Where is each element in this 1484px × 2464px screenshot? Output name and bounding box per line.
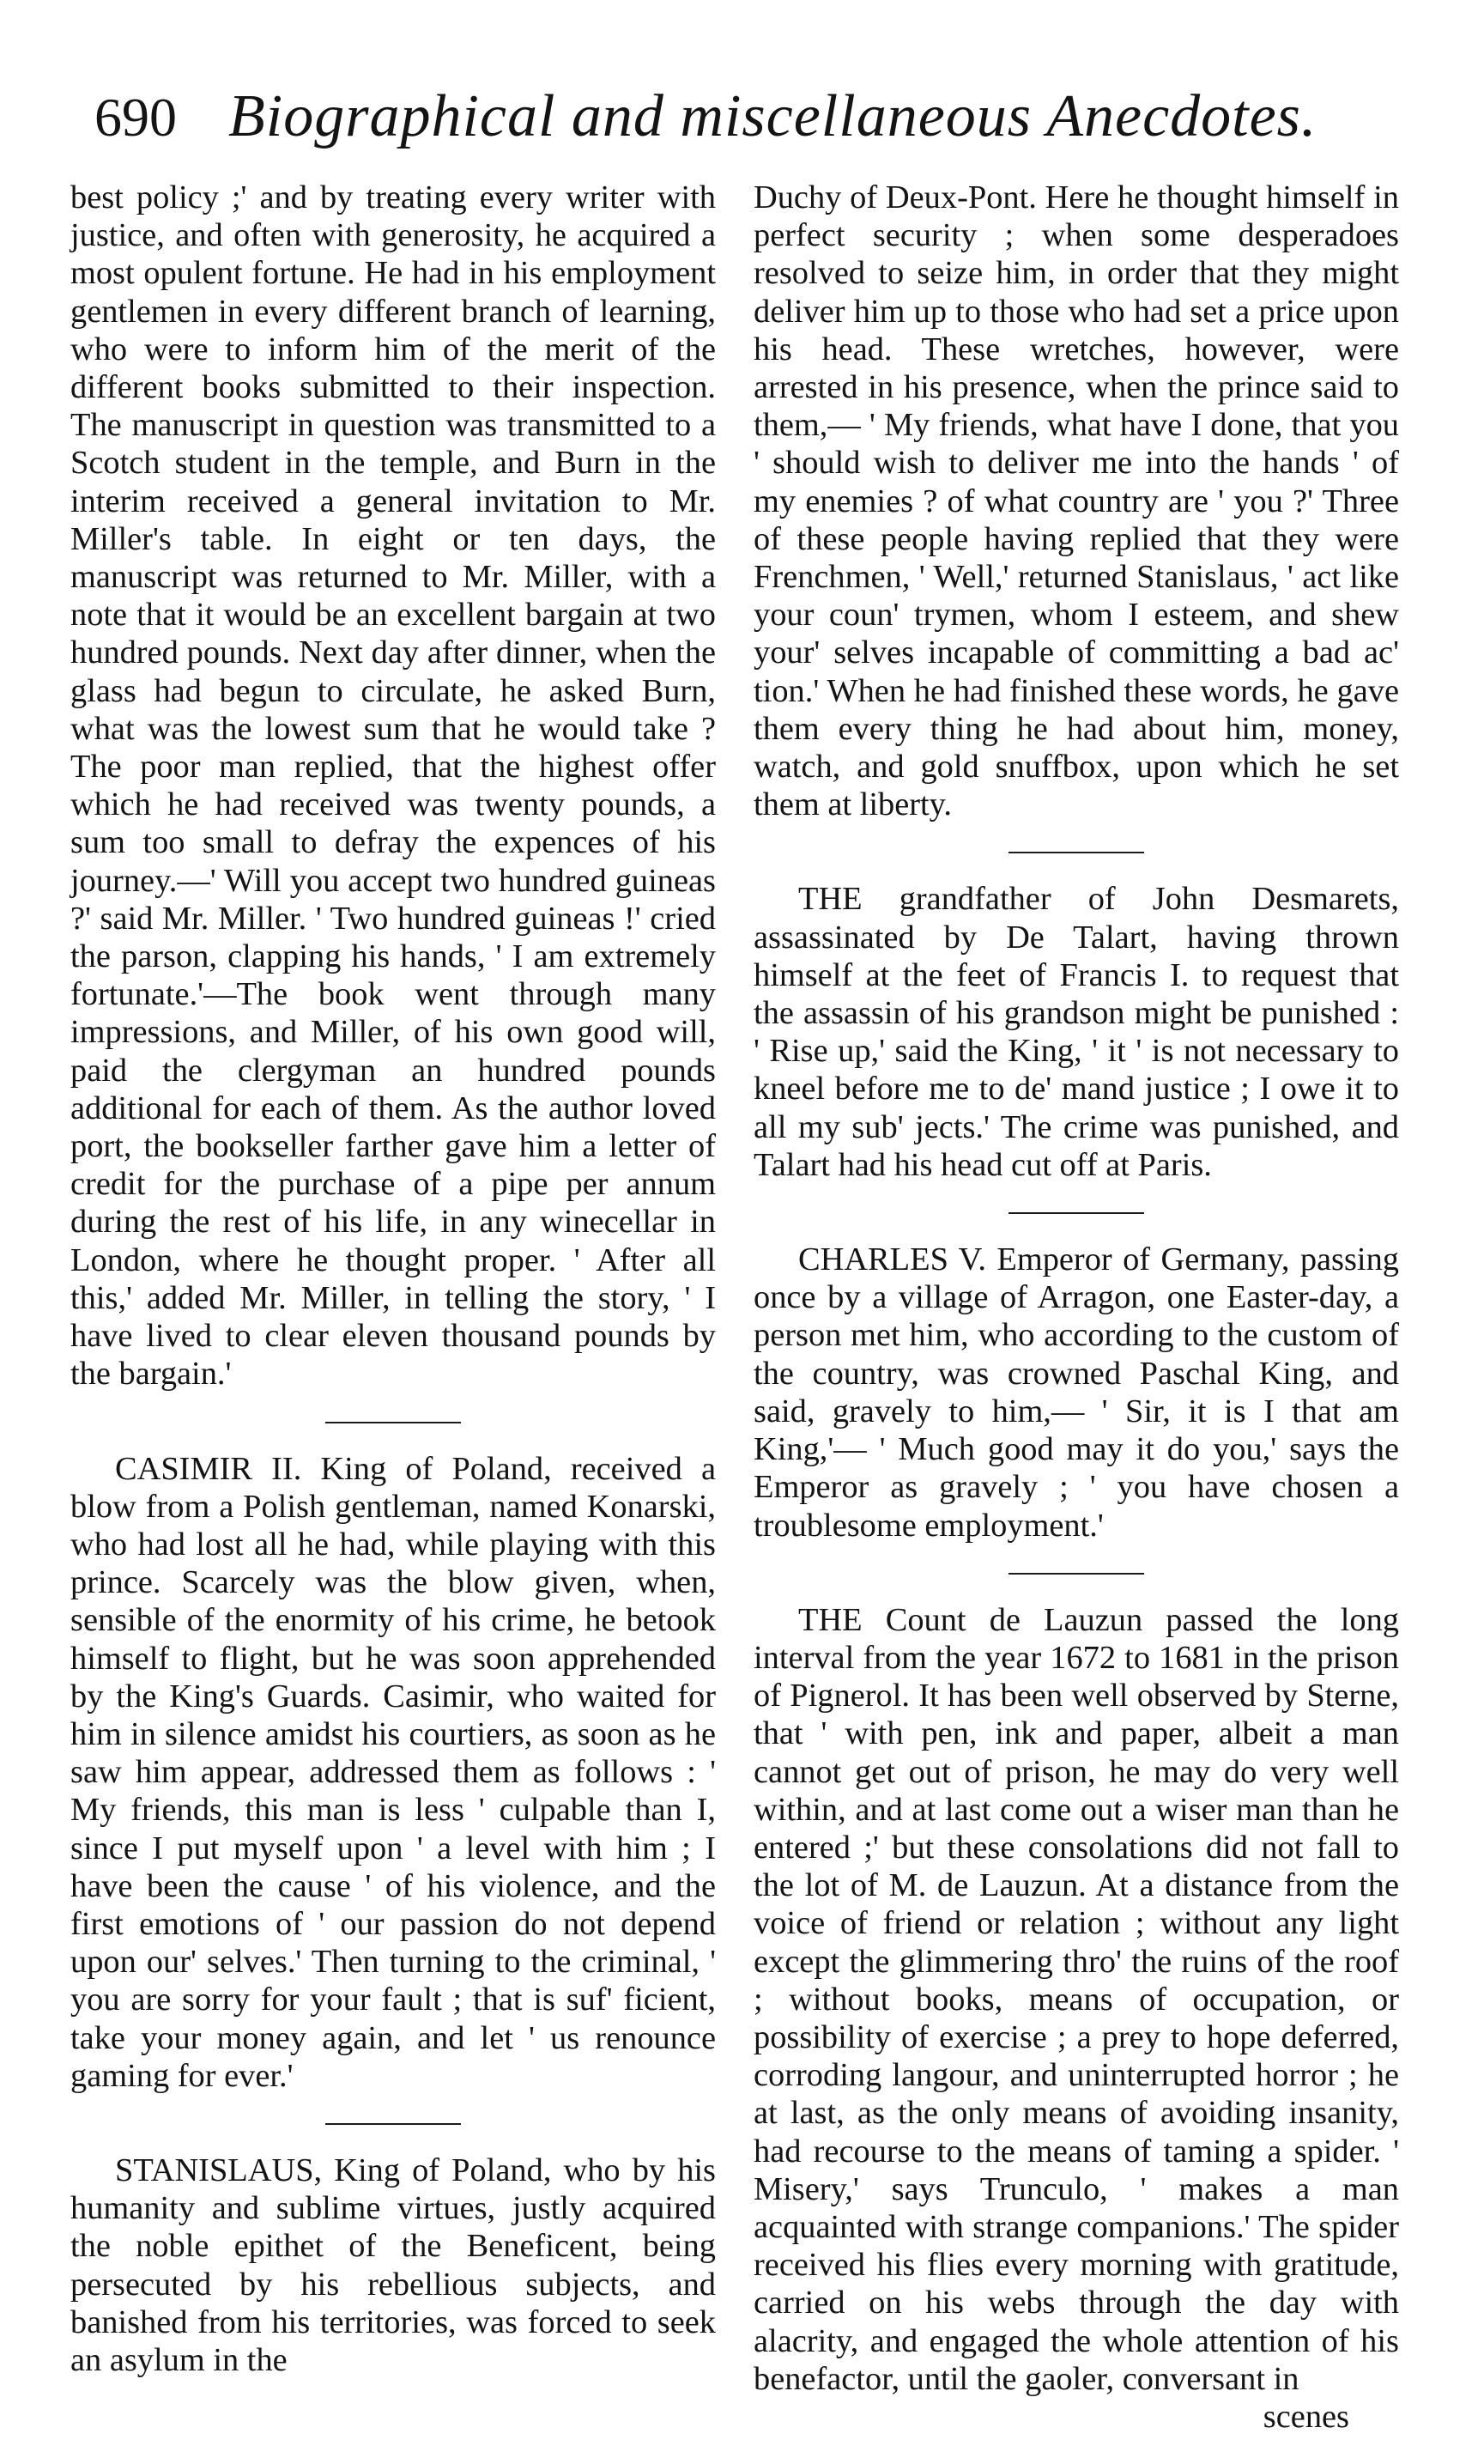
right-column bbox=[754, 179, 1399, 2436]
stanislaus-anecdote-start: STANISLAUS, King of Poland, who by his humanity and sublime virtues, justly acquired the noble epithet of the Beneficent, being persecuted by his rebellious subjects, and banished from his territories, was forced to seek an asylum in the bbox=[70, 2151, 716, 2378]
miller-burn-anecdote: best policy ;' and by treating every writer with justice, and often with generosity, he acquired a most opulent fortune. He had in his employment gentlemen in every different branch of learning, who were to inform him of the merit of the different books submitted to their inspection. The manuscript in question was transmitted to a Scotch student in the temple, and Burn in the interim received a general invitation to Mr. Miller's table. In eight or ten days, the manuscript was returned to Mr. Miller, with a note that it would be an excellent bargain at two hundred pounds. Next day after dinner, when the glass had begun to circulate, he asked Burn, what was the lowest sum that he would take ? The poor man replied, that the highest offer which he had received was twenty pounds, a sum too small to defray the expences of his journey.—' Will you accept two hundred guineas ?' said Mr. Miller. ' Two hundred guineas !' cried the parson, clapping his hands, ' I am extremely fortunate.'—The book went through many impressions, and Miller, of his own good will, paid the clergyman an hundred pounds additional for each of them. As the author loved port, the bookseller farther gave him a letter of credit for the purchase of a pipe per annum during the rest of his life, in any winecellar in London, where he thought proper. ' After all this,' added Mr. Miller, in telling the story, ' I have lived to clear eleven thousand pounds by the bargain.' bbox=[70, 179, 716, 1393]
page-number: 690 bbox=[94, 87, 177, 148]
desmarets-anecdote: THE grandfather of John Desmarets, assassinated by De Talart, having thrown himself at the feet of Francis I. to request that the assassin of his grandson might be punished : ' Rise up,' said the King, ' it ' is not necessary to kneel before me to de' mand justice ; I owe it to all my sub' jects.' The crime was punished, and Talart had his head cut off at Paris. bbox=[754, 881, 1399, 1183]
running-title: Biographical and miscellaneous Anecdotes. bbox=[228, 83, 1317, 149]
charles-v-anecdote: CHARLES V. Emperor of Germany, passing once by a village of Arragon, one Easter-day, a person met him, who according to the custom of the country, was crowned Paschal King, and said, gravely to him,— ' Sir, it is I that am King,'— ' Much good may it do you,' says the Emperor as gravely ; ' you have chosen a troublesome employment.' bbox=[754, 1241, 1399, 1544]
left-column bbox=[70, 179, 716, 2379]
section-divider bbox=[325, 1422, 461, 1423]
casimir-anecdote: CASIMIR II. King of Poland, received a blow from a Polish gentleman, named Konarski, who had lost all he had, while playing with this prince. Scarcely was the blow given, when, sensible of the enormity of his crime, he betook himself to flight, but he was soon apprehended by the King's Guards. Casimir, who waited for him in silence amidst his courtiers, as soon as he saw him appear, addressed them as follows : ' My friends, this man is less ' culpable than I, since I put myself upon ' a level with him ; I have been the cause ' of his violence, and the first emotions of ' our passion do not depend upon our' selves.' Then turning to the criminal, ' you are sorry for your fault ; that is suf' ficient, take your money again, and let ' us renounce gaming for ever.' bbox=[70, 1450, 716, 2094]
section-divider bbox=[325, 2123, 461, 2125]
catchword: scenes bbox=[1263, 2398, 1349, 2435]
section-divider bbox=[1009, 1573, 1144, 1575]
section-divider bbox=[1009, 1212, 1144, 1214]
lauzun-anecdote: THE Count de Lauzun passed the long interval from the year 1672 to 1681 in the prison of Pignerol. It has been well observed by Sterne, that ' with pen, ink and paper, albeit a man cannot get out of prison, he may do very well within, and at last come out a wiser man than he entered ;' but these consolations did not fall to the lot of M. de Lauzun. At a distance from the voice of friend or relation ; without any light except the glimmering thro' the ruins of the roof ; without books, means of occupation, or possibility of exercise ; a prey to hope deferred, corroding langour, and uninterrupted horror ; he at last, as the only means of avoiding insanity, had recourse to the means of taming a spider. ' Misery,' says Trunculo, ' makes a man acquainted with strange companions.' The spider received his flies every morning with gratitude, carried on his webs through the day with alacrity, and engaged the whole attention of his benefactor, until the gaoler, conversant in bbox=[754, 1601, 1399, 2397]
stanislaus-anecdote-end: Duchy of Deux-Pont. Here he thought himself in perfect security ; when some desperadoes resolved to seize him, in order that they might deliver him up to those who had set a price upon his head. These wretches, however, were arrested in his presence, when the prince said to them,— ' My friends, what have I done, that you ' should wish to deliver me into the hands ' of my enemies ? of what country are ' you ?' Three of these people having replied that they were Frenchmen, ' Well,' returned Stanislaus, ' act like your coun' trymen, whom I esteem, and shew your' selves incapable of committing a bad ac' tion.' When he had finished these words, he gave them every thing he had about him, money, watch, and gold snuffbox, upon which he set them at liberty. bbox=[754, 179, 1399, 823]
section-divider bbox=[1009, 852, 1144, 853]
page-header bbox=[94, 82, 1382, 165]
